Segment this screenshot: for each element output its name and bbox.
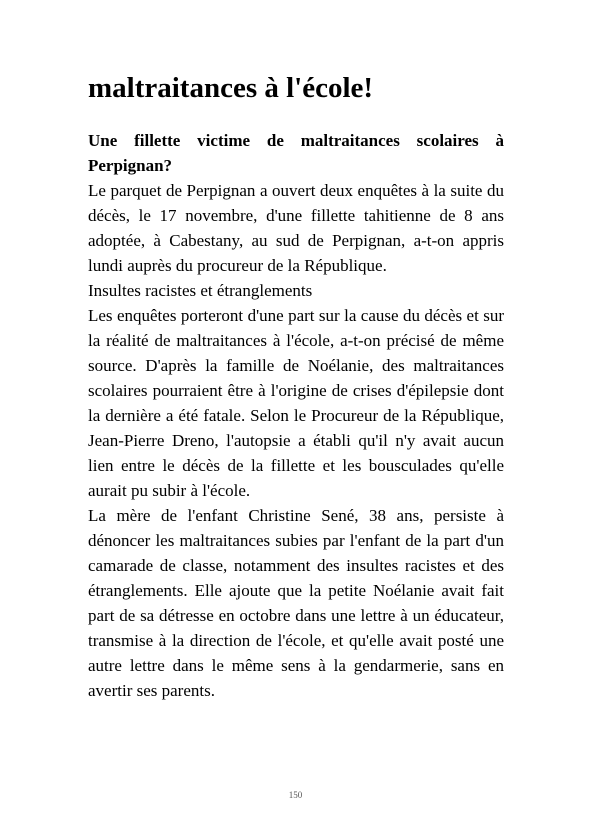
article-body <box>88 128 504 703</box>
section-heading: Insultes racistes et étranglements <box>88 281 313 300</box>
paragraph-mother-statement: La mère de l'enfant Christine Sené, 38 ans, persiste à dénoncer les maltraitances subies par l'enfant de la part d'un camarade de classe, notamment des insultes racistes et des étranglements. Elle ajoute que la petite Noélanie avait fait part de sa détresse en octobre dans une lettre à un éducateur, transmise à la direction de l'école, et qu'elle avait posté une autre lettre dans le même sens à la gendarmerie, sans en avertir ses parents. <box>88 506 504 700</box>
paragraph-intro: Le parquet de Perpignan a ouvert deux enquêtes à la suite du décès, le 17 novembre, d'une fillette tahitienne de 8 ans adoptée, à Cabestany, au sud de Perpignan, a-t-on appris lundi auprès du procureur de la République. <box>88 181 504 275</box>
paragraph-investigation: Les enquêtes porteront d'une part sur la cause du décès et sur la réalité de maltraitances à l'école, a-t-on précisé de même source. D'après la famille de Noélanie, des maltraitances scolaires pourraient être à l'origine de crises d'épilepsie dont la dernière a été fatale. Selon le Procureur de la République, Jean-Pierre Dreno, l'autopsie a établi qu'il n'y avait aucun lien entre le décès de la fillette et les bousculades qu'elle aurait pu subir à l'école. <box>88 306 504 500</box>
page-number: 150 <box>288 790 303 800</box>
article-subtitle: Une fillette victime de maltraitances scolaires à Perpignan? <box>88 131 504 175</box>
page-title: maltraitances à l'école! <box>88 72 374 104</box>
